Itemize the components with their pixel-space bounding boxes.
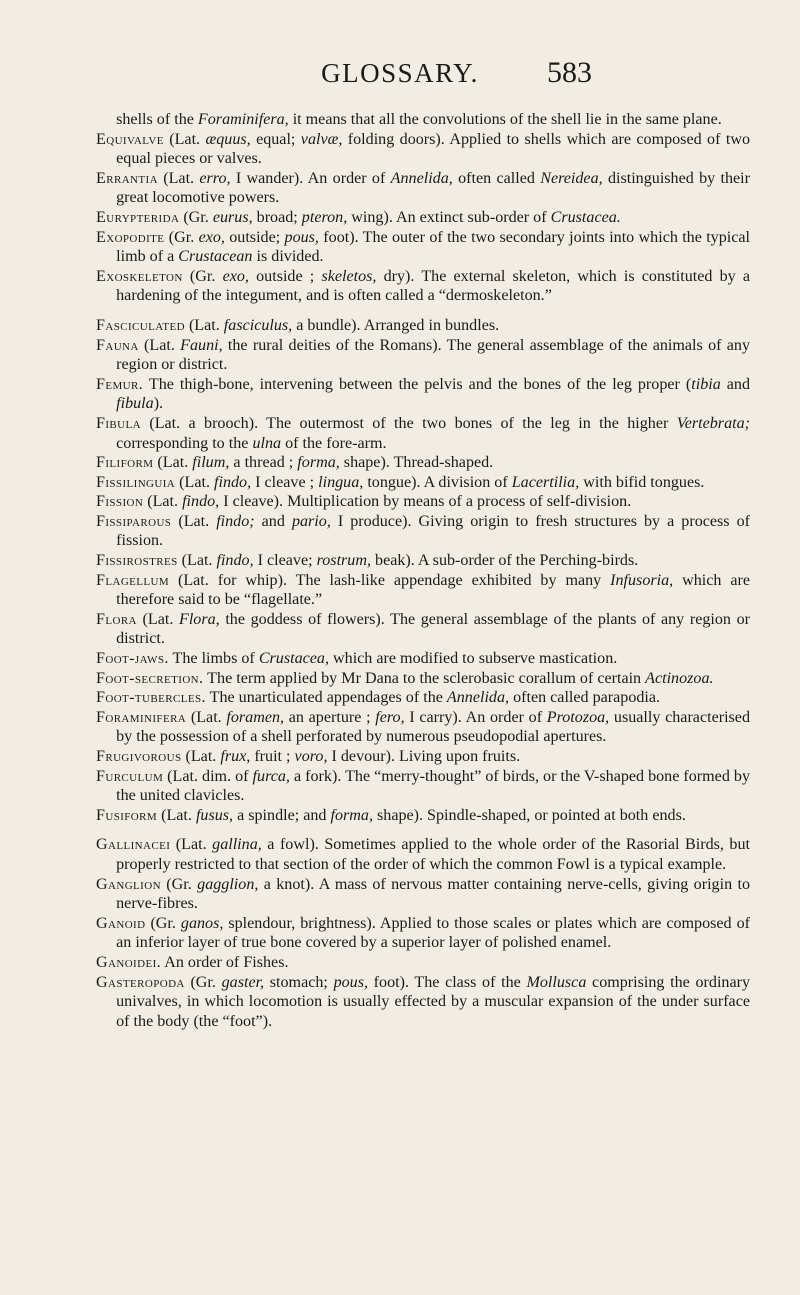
definition-text: is divided. (252, 248, 324, 266)
italic-text: findo; (216, 512, 255, 530)
definition-text: broad; (252, 208, 302, 226)
italic-text: furca, (252, 767, 290, 785)
definition-text: of the fore-arm. (281, 434, 387, 452)
italic-text: Crustacean (178, 248, 253, 266)
italic-text: forma, (330, 806, 373, 824)
definition-text: (Lat. (138, 336, 181, 354)
italic-text: exo, (222, 267, 249, 285)
glossary-entry (96, 551, 750, 571)
definition-text: which are therefore said to be “flagellate.” (116, 571, 750, 609)
italic-text: Fauni, (180, 336, 223, 354)
entry-term: Ganoid (96, 914, 146, 932)
definition-text: (Lat. a brooch). The outermost of the two bones of the leg in the higher (140, 414, 677, 432)
entry-term: Fauna (96, 336, 139, 354)
italic-text: findo, (216, 552, 254, 570)
definition-text: tongue). A division of (363, 473, 512, 491)
definition-text: The term applied by Mr Dana to the sclerobasic corallum of certain (203, 669, 646, 687)
definition-text: (Gr. (182, 267, 223, 285)
italic-text: foramen, (226, 708, 285, 726)
glossary-entries (96, 110, 750, 1031)
glossary-entry (96, 169, 750, 208)
definition-text: (Lat. (175, 473, 215, 491)
entry-term: Eurypterida (96, 208, 180, 226)
italic-text: tibia (691, 375, 721, 393)
italic-text: valvæ, (300, 130, 343, 148)
definition-text: shape). Spindle-shaped, or pointed at both ends. (372, 806, 686, 824)
italic-text: Crustacea, (258, 650, 329, 668)
definition-text: The thigh-bone, intervening between the pelvis and the bones of the leg proper ( (143, 375, 692, 393)
definition-text: (Lat. for whip). The lash-like appendage exhibited by many (169, 571, 611, 589)
definition-text: equal; (250, 130, 301, 148)
glossary-entry (96, 973, 750, 1032)
entry-term: Fasciculated (96, 316, 185, 334)
glossary-entry (96, 110, 750, 130)
definition-text: wing). An extinct sub-order of (347, 208, 551, 226)
glossary-entry (96, 835, 750, 874)
definition-text: I wander). An order of (230, 169, 391, 187)
entry-term: Foot-tubercles. (96, 689, 206, 707)
entry-term: Fission (96, 493, 144, 511)
definition-text: dry). The external skeleton, which is constituted by a hardening of the integument, and is often called a “dermoskeleton.” (116, 267, 751, 305)
glossary-entry (96, 875, 750, 914)
italic-text: Flora, (179, 610, 220, 628)
glossary-entry (96, 767, 750, 806)
definition-text: the rural deities of the Romans). The general assemblage of the animals of any region or district. (116, 336, 751, 374)
italic-text: findo, (182, 493, 220, 511)
entry-term: Foraminifera (96, 708, 187, 726)
italic-text: Crustacea. (550, 208, 621, 226)
glossary-entry (96, 669, 750, 689)
entry-term: Foot-jaws. (96, 650, 169, 668)
entry-term: Fissirostres (96, 552, 178, 570)
entry-term: Gasteropoda (96, 973, 185, 991)
definition-text: an aperture ; (284, 708, 376, 726)
italic-text: gallina, (212, 836, 262, 854)
italic-text: erro, (199, 169, 231, 187)
definition-text: I cleave; (253, 552, 317, 570)
italic-text: ganos, (180, 914, 224, 932)
glossary-entry (96, 747, 750, 767)
italic-text: eurus, (212, 208, 253, 226)
italic-text: Lacertilia, (511, 473, 580, 491)
definition-text: outside; (224, 228, 285, 246)
glossary-entry (96, 228, 750, 267)
italic-text: Annelida, (390, 169, 453, 187)
italic-text: pario, (291, 512, 331, 530)
definition-text: distinguished by their great locomotive powers. (116, 169, 750, 207)
glossary-entry (96, 316, 750, 336)
glossary-entry (96, 336, 750, 375)
entry-term: Flora (96, 610, 137, 628)
definition-text: (Lat. (136, 610, 179, 628)
italic-text: lingua, (318, 473, 364, 491)
definition-text: I devour). Living upon fruits. (327, 748, 521, 765)
entry-term: Frugivorous (96, 748, 182, 765)
entry-term: Gallinacei (96, 836, 171, 854)
entry-term: Equivalve (96, 130, 164, 148)
definition-text: folding doors). Applied to shells which are composed of two equal pieces or valves. (116, 130, 750, 168)
definition-text: and (720, 375, 751, 393)
italic-text: rostrum, (316, 552, 371, 570)
definition-text: (Lat. (170, 836, 213, 854)
italic-text: gagglion, (197, 875, 259, 893)
definition-text: (Gr. (164, 228, 199, 246)
entry-term: Flagellum (96, 571, 170, 589)
glossary-entry (96, 914, 750, 953)
italic-text: Foraminifera, (197, 111, 289, 128)
italic-text: gaster, (221, 973, 265, 991)
definition-text: foot). The class of the (368, 973, 527, 991)
italic-text: Mollusca (526, 973, 587, 991)
definition-text: a bundle). Arranged in bundles. (292, 316, 500, 334)
glossary-entry (96, 130, 750, 169)
glossary-entry (96, 492, 750, 512)
definition-text: (Gr. (179, 208, 213, 226)
definition-text: The unarticulated appendages of the (205, 689, 447, 707)
italic-text: æquus, (205, 130, 251, 148)
entry-term: Fibula (96, 414, 141, 432)
definition-text: a fowl). Sometimes applied to the whole order of the Rasorial Birds, but properly restricted to that section of the order of which the common Fowl is a typical example. (116, 836, 751, 873)
entry-term: Furculum (96, 767, 164, 785)
glossary-entry (96, 649, 750, 669)
italic-text: exo, (198, 228, 225, 246)
definition-text: ). (153, 395, 164, 413)
definition-text: I carry). An order of (404, 708, 547, 726)
definition-text: a spindle; and (233, 806, 331, 824)
entry-term: Femur. (96, 375, 144, 393)
italic-text: Vertebrata; (676, 414, 750, 432)
definition-text: I produce). Giving origin to fresh structures by a process of fission. (116, 512, 750, 550)
italic-text: filum, (192, 454, 230, 472)
definition-text: a thread ; (229, 454, 298, 472)
italic-text: fasciculus, (223, 316, 293, 334)
page-number: 583 (547, 56, 592, 89)
entry-term: Fusiform (96, 806, 158, 824)
entry-term: Errantia (96, 169, 158, 187)
definition-text: a fork). The “merry-thought” of birds, or the V-shaped bone formed by the united clavicles. (116, 767, 750, 805)
glossary-entry (96, 806, 750, 826)
glossary-entry (96, 267, 750, 306)
italic-text: Actinozoa. (645, 669, 714, 687)
italic-text: ulna (252, 434, 282, 452)
definition-text: which are modified to subserve mastication. (329, 650, 618, 668)
italic-text: findo, (214, 473, 252, 491)
entry-term: Exopodite (96, 228, 165, 246)
italic-text: fibula (116, 395, 154, 413)
entry-term: Ganoidei. (96, 953, 162, 971)
definition-text: a knot). A mass of nervous matter containing nerve-cells, giving origin to nerve-fibres. (116, 875, 750, 913)
italic-text: skeletos, (321, 267, 377, 285)
definition-text: (Lat. (143, 493, 183, 511)
entry-term: Fissilinguia (96, 473, 176, 491)
glossary-entry (96, 610, 750, 649)
definition-text: (Lat. (163, 130, 206, 148)
definition-text: I cleave ; (251, 473, 319, 491)
definition-text: shells of the (116, 111, 198, 128)
definition-text: (Lat. (157, 169, 200, 187)
definition-text: it means that all the convolutions of the shell lie in the same plane. (288, 111, 722, 128)
definition-text: The limbs of (168, 650, 259, 668)
definition-text: (Lat. (184, 316, 224, 334)
italic-text: Infusoria, (610, 571, 674, 589)
entry-term: Ganglion (96, 875, 161, 893)
entry-term: Fissiparous (96, 512, 172, 530)
definition-text: (Gr. (184, 973, 222, 991)
definition-text: I cleave). Multiplication by means of a process of self-division. (219, 493, 632, 511)
italic-text: pteron, (301, 208, 348, 226)
entry-term: Exoskeleton (96, 267, 183, 285)
italic-text: fusus, (195, 806, 234, 824)
italic-text: pous, (284, 228, 319, 246)
definition-text: comprising the ordinary univalves, in which locomotion is usually effected by a muscular expansion of the under surface of the body (the “foot”). (116, 973, 751, 1030)
glossary-entry (96, 453, 750, 473)
definition-text: with bifid tongues. (579, 473, 705, 491)
italic-text: pous, (333, 973, 368, 991)
definition-text: often called parapodia. (509, 689, 661, 707)
definition-text: (Lat. (157, 806, 196, 824)
definition-text: (Lat. (186, 708, 227, 726)
glossary-entry (96, 375, 750, 414)
definition-text: and (254, 512, 292, 530)
definition-text: (Lat. dim. of (163, 767, 253, 785)
glossary-entry (96, 473, 750, 493)
definition-text: beak). A sub-order of the Perching-birds. (371, 552, 639, 570)
definition-text: (Lat. (171, 512, 217, 530)
definition-text: outside ; (248, 267, 322, 285)
definition-text: (Gr. (160, 875, 198, 893)
glossary-entry (96, 953, 750, 973)
definition-text: foot). The outer of the two secondary joints into which the typical limb of a (116, 228, 750, 266)
definition-text: usually characterised by the possession of a shell perforated by numerous pseudopodial apertures. (116, 708, 750, 746)
definition-text: (Lat. (177, 552, 217, 570)
italic-text: Protozoa, (546, 708, 610, 726)
definition-text: shape). Thread-shaped. (339, 454, 494, 472)
entry-term: Filiform (96, 454, 154, 472)
definition-text: corresponding to the (116, 434, 253, 452)
definition-text: fruit ; (250, 748, 295, 765)
italic-text: Nereidea, (540, 169, 603, 187)
definition-text: often called (452, 169, 541, 187)
entry-term: Foot-secretion. (96, 669, 204, 687)
definition-text: (Lat. (153, 454, 193, 472)
italic-text: fero, (375, 708, 405, 726)
page-title: GLOSSARY. (321, 58, 479, 88)
definition-text: (Gr. (145, 914, 181, 932)
running-header (0, 58, 800, 98)
definition-text: An order of Fishes. (161, 953, 289, 971)
glossary-entry (96, 571, 750, 610)
definition-text: (Lat. (181, 748, 221, 765)
glossary-entry (96, 414, 750, 453)
italic-text: frux, (220, 748, 251, 765)
definition-text: splendour, brightness). Applied to those scales or plates which are composed of an inferior layer of true bone covered by a superior layer of polished enamel. (116, 914, 750, 952)
glossary-entry (96, 688, 750, 708)
definition-text: stomach; (264, 973, 334, 991)
glossary-entry (96, 512, 750, 551)
italic-text: forma, (297, 454, 340, 472)
italic-text: Annelida, (446, 689, 510, 707)
italic-text: voro, (294, 748, 328, 765)
glossary-entry (96, 208, 750, 228)
glossary-entry (96, 708, 750, 747)
definition-text: the goddess of flowers). The general assemblage of the plants of any region or district. (116, 610, 751, 648)
